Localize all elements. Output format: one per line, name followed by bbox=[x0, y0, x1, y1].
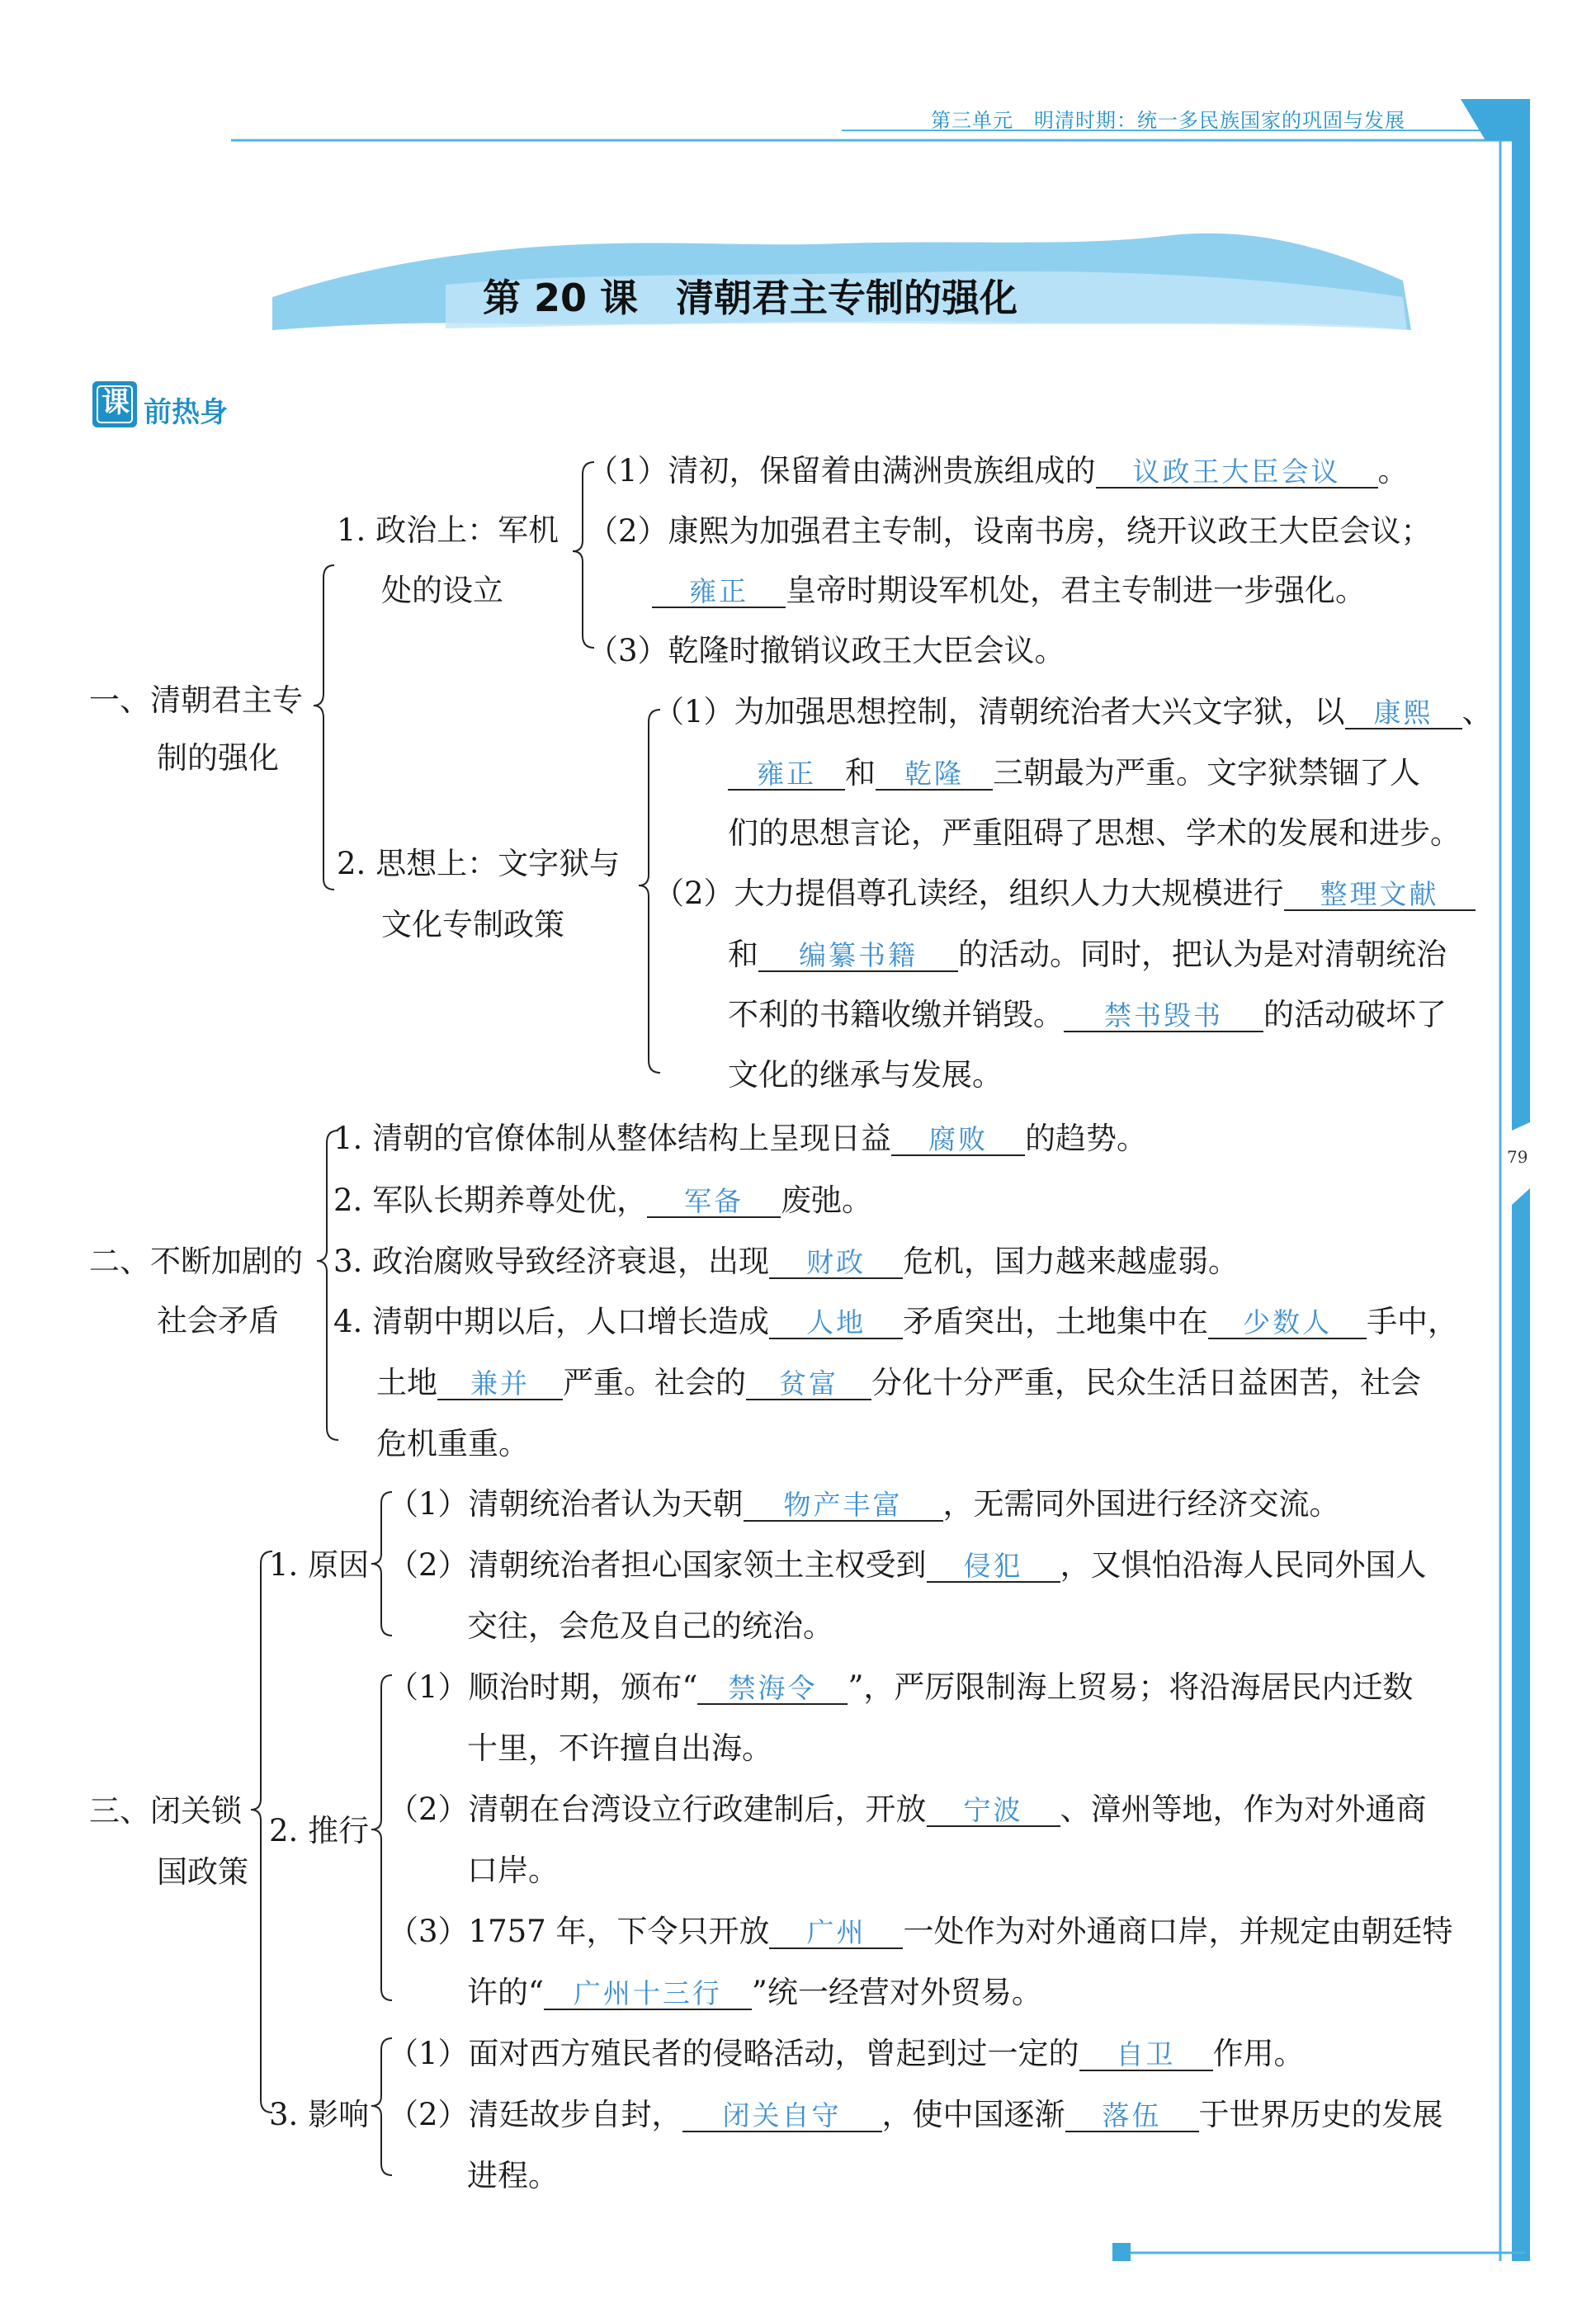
part1a-label-line2: 处的设立 bbox=[381, 573, 503, 608]
part2-item3: 3. 政治腐败导致经济衰退，出现 财政 危机，国力越来越虚弱。 bbox=[333, 1244, 1239, 1279]
part3-cause-item2-line1: （2）清朝统治者担心国家领土主权受到 侵犯 ，又惧怕沿海人民同外国人 bbox=[388, 1547, 1427, 1583]
part3-cause-item2-line2: 交往，会危及自己的统治。 bbox=[467, 1608, 833, 1644]
answer-blank: 广州 bbox=[769, 1918, 903, 1949]
part1b-item2-line4: 文化的继承与发展。 bbox=[728, 1057, 1003, 1093]
section-label: 前热身 bbox=[144, 396, 228, 429]
answer-blank: 议政王大臣会议 bbox=[1096, 457, 1378, 489]
answer-blank: 少数人 bbox=[1208, 1308, 1367, 1339]
answer-blank: 整理文献 bbox=[1284, 880, 1476, 911]
part2-item1: 1. 清朝的官僚体制从整体结构上呈现日益 腐败 的趋势。 bbox=[333, 1121, 1148, 1156]
part1a-item2-line1: （2）康熙为加强君主专制，设南书房，绕开议政王大臣会议； bbox=[588, 513, 1432, 549]
part1b-item1-line3: 们的思想言论，严重阻碍了思想、学术的发展和进步。 bbox=[728, 815, 1461, 851]
part1b-item1-line1: （1）为加强思想控制，清朝统治者大兴文字狱，以 康熙 、 bbox=[654, 694, 1493, 729]
answer-blank: 兼并 bbox=[437, 1369, 563, 1400]
part1-heading-line1: 一、清朝君主专 bbox=[89, 682, 303, 718]
part3-practice-item1-line1: （1）顺治时期，颁布“ 禁海令 ”，严厉限制海上贸易；将沿海居民内迁数 bbox=[388, 1669, 1414, 1705]
part1b-item2-line2: 和 编纂书籍 的活动。同时，把认为是对清朝统治 bbox=[728, 937, 1447, 972]
part3-practice-item1-line2: 十里，不许擅自出海。 bbox=[467, 1730, 772, 1766]
part3-practice-item3-line1: （3）1757 年，下令只开放 广州 一处作为对外通商口岸，并规定由朝廷特 bbox=[388, 1914, 1453, 1949]
answer-blank: 禁海令 bbox=[697, 1674, 848, 1705]
part2-item4-line2: 土地 兼并 严重。社会的 贫富 分化十分严重，民众生活日益困苦，社会 bbox=[376, 1365, 1421, 1400]
answer-blank: 贫富 bbox=[746, 1369, 871, 1400]
answer-blank: 人地 bbox=[769, 1308, 903, 1339]
part1a-item2-line2: 雍正 皇帝时期设军机处，君主专制进一步强化。 bbox=[652, 575, 1366, 608]
page-title: 第 20 课 清朝君主专制的强化 bbox=[483, 276, 1018, 320]
answer-blank: 编纂书籍 bbox=[758, 941, 958, 972]
part1b-item1-line2: 雍正 和 乾隆 三朝最为严重。文字狱禁锢了人 bbox=[728, 758, 1420, 791]
part1b-item2-line1: （2）大力提倡尊孔读经，组织人力大规模进行 整理文献 bbox=[654, 878, 1476, 911]
answer-blank: 宁波 bbox=[927, 1796, 1060, 1827]
part3-impact-label: 3. 影响 bbox=[269, 2097, 370, 2132]
part2-item2: 2. 军队长期养尊处优， 军备 废弛。 bbox=[333, 1183, 873, 1218]
part3-practice-item2-line2: 口岸。 bbox=[467, 1853, 559, 1888]
answer-blank: 军备 bbox=[647, 1187, 781, 1218]
part2-heading-line2: 社会矛盾 bbox=[157, 1303, 279, 1338]
answer-blank: 康熙 bbox=[1345, 698, 1462, 729]
part2-item4-line1: 4. 清朝中期以后，人口增长造成 人地 矛盾突出，土地集中在 少数人 手中， bbox=[333, 1304, 1459, 1339]
part1b-label-line2: 文化专制政策 bbox=[381, 907, 564, 942]
part3-practice-item3-line2: 许的“ 广州十三行 ”统一经营对外贸易。 bbox=[467, 1975, 1042, 2010]
part1a-item3: （3）乾隆时撤销议政王大臣会议。 bbox=[588, 633, 1065, 668]
answer-blank: 雍正 bbox=[728, 759, 845, 791]
answer-blank: 落伍 bbox=[1065, 2101, 1199, 2132]
part3-impact-item2-line1: （2）清廷故步自封， 闭关自守 ，使中国逐渐 落伍 于世界历史的发展 bbox=[388, 2097, 1443, 2132]
part3-cause-label: 1. 原因 bbox=[269, 1547, 370, 1583]
part3-impact-item2-line2: 进程。 bbox=[467, 2158, 559, 2193]
part3-heading-line2: 国政策 bbox=[157, 1854, 248, 1890]
answer-blank: 闭关自守 bbox=[682, 2101, 882, 2132]
part1b-item2-line3: 不利的书籍收缴并销毁。 禁书毁书 的活动破坏了 bbox=[728, 997, 1447, 1032]
answer-blank: 雍正 bbox=[652, 577, 786, 608]
part1-heading-line2: 制的强化 bbox=[157, 740, 279, 776]
part1b-label-line1: 2. 思想上：文字狱与 bbox=[337, 846, 621, 881]
answer-blank: 广州十三行 bbox=[544, 1979, 752, 2010]
part2-item4-line3: 危机重重。 bbox=[376, 1426, 529, 1461]
part3-impact-item1: （1）面对西方殖民者的侵略活动，曾起到过一定的 自卫 作用。 bbox=[388, 2036, 1305, 2071]
section-badge: 课 bbox=[102, 386, 130, 419]
page-number: 79 bbox=[1507, 1147, 1528, 1167]
answer-blank: 侵犯 bbox=[927, 1551, 1060, 1583]
part3-cause-item1: （1）清朝统治者认为天朝 物产丰富 ，无需同外国进行经济交流。 bbox=[388, 1486, 1340, 1522]
answer-blank: 乾隆 bbox=[876, 759, 993, 791]
answer-blank: 禁书毁书 bbox=[1064, 1001, 1263, 1032]
part3-practice-label: 2. 推行 bbox=[269, 1813, 370, 1848]
answer-blank: 财政 bbox=[769, 1248, 903, 1279]
answer-blank: 物产丰富 bbox=[744, 1490, 943, 1522]
unit-header: 第三单元 明清时期：统一多民族国家的巩固与发展 bbox=[931, 109, 1405, 132]
answer-blank: 腐败 bbox=[891, 1125, 1025, 1156]
part2-heading-line1: 二、不断加剧的 bbox=[89, 1244, 303, 1279]
part1a-item1: （1）清初，保留着由满洲贵族组成的 议政王大臣会议 。 bbox=[588, 453, 1409, 489]
answer-blank: 自卫 bbox=[1079, 2040, 1213, 2071]
part3-heading-line1: 三、闭关锁 bbox=[89, 1793, 242, 1829]
part3-practice-item2-line1: （2）清朝在台湾设立行政建制后，开放 宁波 、漳州等地，作为对外通商 bbox=[388, 1792, 1427, 1827]
part1a-label-line1: 1. 政治上：军机 bbox=[337, 512, 560, 548]
